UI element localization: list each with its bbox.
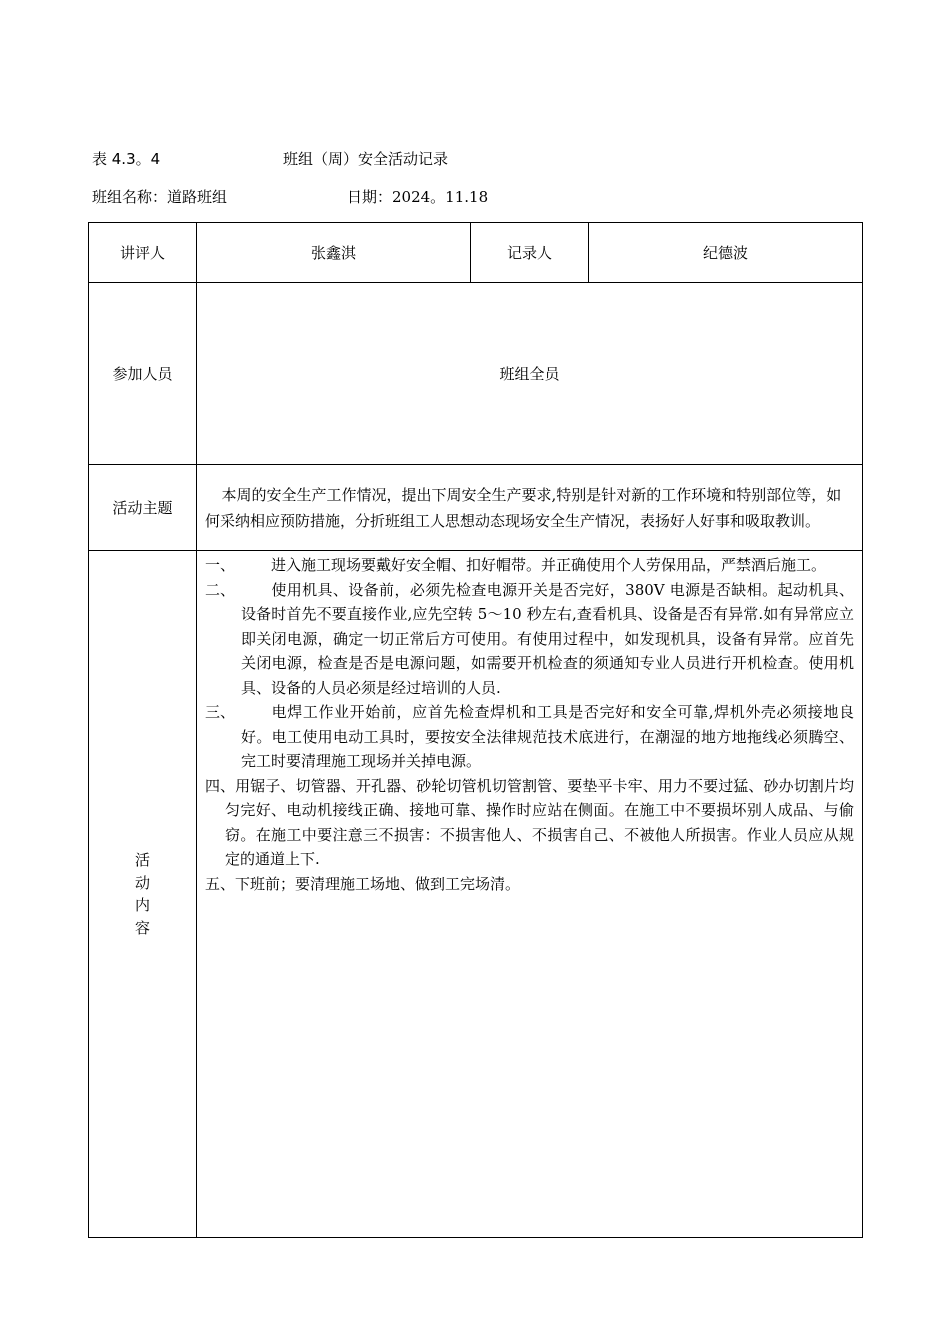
item-text: 下班前；要清理施工场地、做到工完场清。	[235, 874, 521, 893]
item-text: 使用机具、设备前，必须先检查电源开关是否完好，380V 电源是否缺相。起动机具、设备时首先不要直接作业,应先空转 5～10 秒左右,查看机具、设备是否有异常.如有异常应立即关闭电源，确定一切正常后方可使用。有使用过程中，如发现机具，设备有异常。应首先关闭电源，检查是否是电源问题，如需要开机检查的须通知专业人员进行开机检查。使用机具、设备的人员必须是经过培训的人员.	[241, 580, 854, 697]
team-name: 班组名称：道路班组	[92, 188, 228, 206]
item-text: 用锯子、切管器、开孔器、砂轮切管机切管割管、要垫平卡牢、用力不要过猛、砂办切割片均匀完好、电动机接线正确、接地可靠、操作时应站在侧面。在施工中不要损坏别人成品、与偷窃。在施工中要注意三不损害：不损害他人、不损害自己、不被他人所损害。作业人员应从规定的通道上下.	[225, 776, 854, 868]
item-text: 进入施工现场要戴好安全帽、扣好帽带。并正确使用个人劳保用品，严禁酒后施工。	[271, 556, 827, 574]
reviewer-row	[89, 223, 863, 283]
participants-row	[89, 283, 863, 465]
topic-label: 活动主题	[89, 465, 197, 551]
content-label-char: 动	[134, 873, 150, 892]
record-date: 日期：2024。11.18	[347, 188, 489, 206]
participants-label: 参加人员	[89, 283, 197, 465]
activity-record-table	[88, 222, 863, 1238]
list-item	[205, 553, 854, 578]
list-item	[205, 872, 854, 897]
content-row	[89, 551, 863, 1238]
list-item	[205, 774, 854, 872]
item-number: 一、	[205, 556, 236, 574]
item-number: 五、	[205, 874, 236, 893]
recorder-label: 记录人	[471, 223, 589, 283]
list-item	[205, 578, 854, 701]
reviewer-value: 张鑫淇	[197, 223, 471, 283]
content-label-vertical	[89, 849, 196, 939]
content-list	[197, 551, 863, 1238]
reviewer-label: 讲评人	[89, 223, 197, 283]
participants-value: 班组全员	[197, 283, 863, 465]
table-number: 表 4.3。4	[92, 150, 161, 168]
list-item	[205, 700, 854, 774]
topic-text: 本周的安全生产工作情况，提出下周安全生产要求,特别是针对新的工作环境和特别部位等，如何采纳相应预防措施，分折班组工人思想动态现场安全生产情况，表扬好人好事和吸取教训。	[197, 465, 863, 551]
title-row	[92, 148, 872, 170]
content-label-char: 内	[134, 896, 150, 914]
content-label-char: 容	[134, 918, 150, 937]
item-number: 二、	[205, 580, 236, 599]
item-number: 三、	[205, 703, 236, 721]
content-label-char: 活	[134, 851, 150, 869]
content-label	[89, 551, 197, 1238]
recorder-value: 纪德波	[589, 223, 863, 283]
page-title: 班组（周）安全活动记录	[283, 150, 449, 168]
item-number: 四、	[205, 776, 236, 795]
item-text: 电焊工作业开始前，应首先检查焊机和工具是否完好和安全可靠,焊机外壳必须接地良好。电工使用电动工具时，要按安全法律规范技术底进行，在潮湿的地方地拖线必须腾空、完工时要清理施工现场并关掉电源。	[241, 703, 854, 770]
topic-row	[89, 465, 863, 551]
meta-row	[92, 186, 872, 208]
